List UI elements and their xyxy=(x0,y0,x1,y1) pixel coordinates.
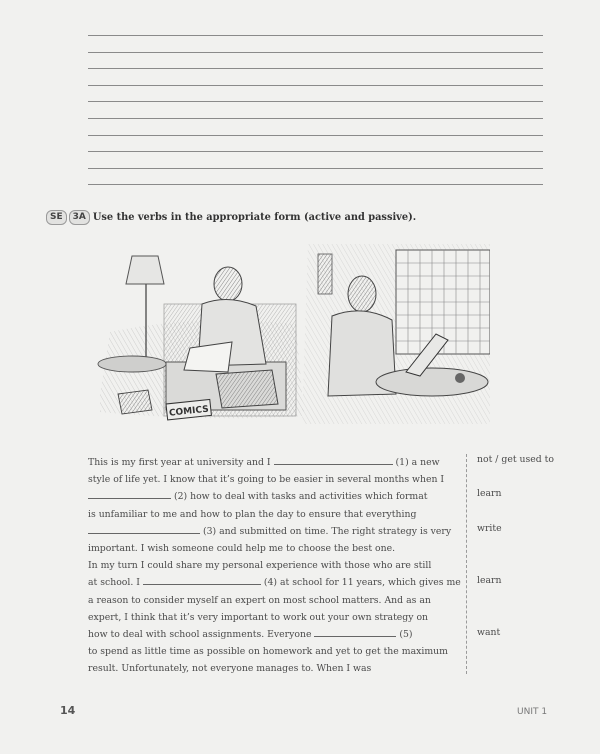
lamp-shade xyxy=(126,256,164,284)
text-line: style of life yet. I know that it’s going to be easier in several months when I xyxy=(88,474,445,486)
text-line: (2) how to deal with tasks and activities which format xyxy=(88,488,478,505)
side-table xyxy=(98,356,166,372)
writing-line[interactable] xyxy=(88,135,543,136)
right-scene xyxy=(302,244,490,424)
writing-line[interactable] xyxy=(88,68,543,69)
unit-label: UNIT 1 xyxy=(517,707,548,717)
writing-line[interactable] xyxy=(88,101,543,102)
comics-cover-text: COMICS xyxy=(168,404,210,419)
text-line: how to deal with school assignments. Everyone (5) xyxy=(88,629,413,641)
writing-line[interactable] xyxy=(88,184,543,185)
text-line: (3) and submitted on time. The right strategy is very xyxy=(88,523,478,540)
writing-line[interactable] xyxy=(88,151,543,152)
students-illustration xyxy=(96,244,490,424)
writing-line[interactable] xyxy=(88,85,543,86)
verb-cue-4: learn xyxy=(477,575,502,586)
desk-bell xyxy=(455,373,465,383)
answer-blank-2[interactable] xyxy=(88,489,171,499)
exercise-number-badge: 3A xyxy=(69,210,90,225)
verb-cue-1: not / get used to xyxy=(477,454,555,465)
answer-blank-4[interactable] xyxy=(143,575,261,585)
writing-line[interactable] xyxy=(88,118,543,119)
text-line: is unfamiliar to me and how to plan the day to ensure that everything xyxy=(88,508,417,520)
writing-line[interactable] xyxy=(88,168,543,169)
gap-fill-text xyxy=(88,454,478,678)
text-line: a reason to consider myself an expert on most school matters. And as an xyxy=(88,594,431,606)
desk xyxy=(376,368,488,396)
text-line: to spend as little time as possible on homework and yet to get the maximum xyxy=(88,646,448,658)
verb-cue-3: write xyxy=(477,523,502,534)
writing-line[interactable] xyxy=(88,52,543,53)
verb-cue-5: want xyxy=(477,627,501,638)
text-line: result. Unfortunately, not everyone manages to. When I was xyxy=(88,663,372,675)
text-line: at school. I (4) at school for 11 years, which gives me xyxy=(88,577,461,589)
verb-cue-2: learn xyxy=(477,488,502,499)
answer-blank-1[interactable] xyxy=(274,455,393,465)
task-instruction: Use the verbs in the appropriate form (active and passive). xyxy=(92,212,417,223)
answer-blank-3[interactable] xyxy=(88,524,200,534)
text-line: important. I wish someone could help me to choose the best one. xyxy=(88,543,396,555)
text-line: In my turn I could share my personal experience with those who are still xyxy=(88,560,432,572)
column-divider xyxy=(466,454,467,674)
writing-lines xyxy=(88,35,543,201)
se-badge: SE xyxy=(46,210,67,225)
page-number: 14 xyxy=(60,704,76,717)
answer-blank-5[interactable] xyxy=(314,627,396,637)
text-line: expert, I think that it’s very important to work out your own strategy on xyxy=(88,611,429,623)
text-line: This is my first year at university and I (1) a new xyxy=(88,457,440,468)
writing-line[interactable] xyxy=(88,35,543,36)
task-header xyxy=(46,210,416,225)
left-scene xyxy=(98,256,304,420)
